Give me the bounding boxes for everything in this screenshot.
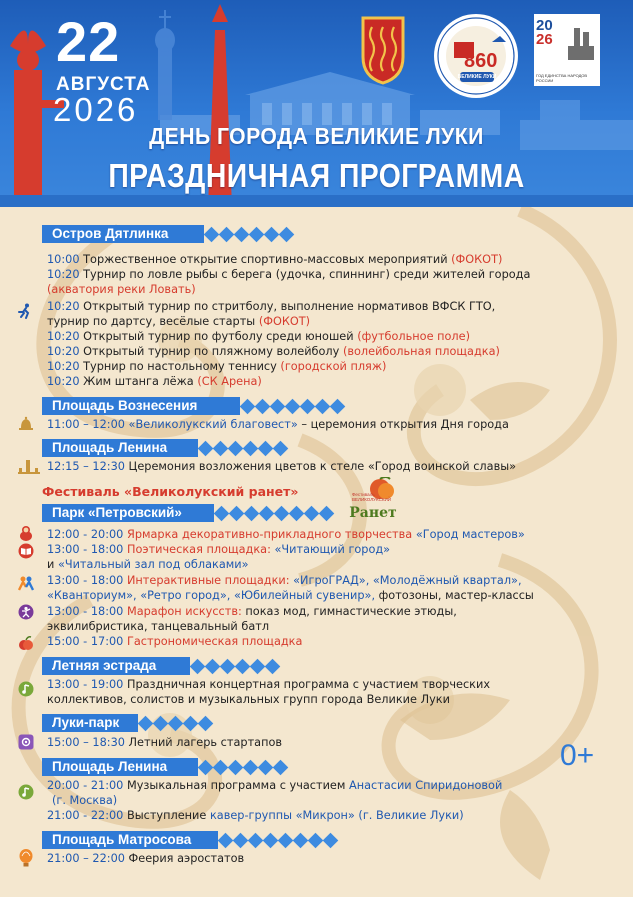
section-diamonds [220, 835, 340, 846]
date-day: 22 [56, 10, 121, 73]
runner-icon [17, 303, 33, 319]
dancer-icon [18, 604, 34, 620]
section-diamonds [206, 229, 296, 240]
music-note-icon [18, 784, 34, 800]
schedule-line: 21:00 – 22:00 Феерия аэростатов [47, 852, 245, 865]
date-month: АВГУСТА [56, 74, 151, 95]
section-title: Площадь Вознесения [42, 397, 240, 415]
bell-icon [18, 416, 34, 432]
section-title: Площадь Матросова [42, 831, 218, 849]
schedule-line: 20:00 - 21:00 Музыкальная программа с участием Анастасии Спиридоновой [47, 779, 503, 792]
schedule-line: 15:00 – 18:30 Летний лагерь стартапов [47, 736, 283, 749]
ranet-festival-logo [340, 477, 406, 525]
logo-860-caption: ВЕЛИКИЕ ЛУКИ [457, 74, 497, 80]
schedule-line: 13:00 - 18:00 Марафон искусств: показ мод, гимнастические этюды, [47, 605, 457, 618]
schedule-line: 13:00 - 18:00 Поэтическая площадка: «Читающий город» [47, 543, 391, 556]
monument-logo-icon [564, 22, 598, 62]
logo-year-caption: ГОД ЕДИНСТВА НАРОДОВ РОССИИ [536, 73, 588, 83]
section-diamonds [192, 661, 282, 672]
title-program: ПРАЗДНИЧНАЯ ПРОГРАММА [108, 157, 525, 194]
schedule-line: 10:20 Турнир по настольному теннису (городской пляж) [47, 360, 387, 373]
schedule-line: 21:00 - 22:00 Выступление кавер-группы «Микрон» (г. Великие Луки) [47, 809, 464, 822]
section-header-estrada [42, 657, 282, 675]
schedule-line: 10:20 Открытый турнир по стритболу, выполнение нормативов ВФСК ГТО, [47, 300, 496, 313]
coat-of-arms-logo [360, 15, 406, 85]
section-header-lenina-evening [42, 758, 290, 776]
schedule-line: 12:00 - 20:00 Ярмарка декоративно-прикладного творчества «Город мастеров» [47, 528, 525, 541]
schedule-line: 15:00 - 17:00 Гастрономическая площадка [47, 635, 303, 648]
year-of-unity-logo [534, 14, 600, 86]
logo-year-number [536, 19, 562, 47]
section-header-voznesenia [42, 397, 347, 415]
schedule-line: «Кванториум», «Ретро город», «Юбилейный сувенир», фотозоны, мастер-классы [47, 589, 534, 602]
header-banner [0, 0, 633, 207]
section-header-lenina [42, 439, 290, 457]
logo-year-bottom: 26 [536, 31, 553, 48]
schedule-line: 10:00 Торжественное открытие спортивно-массовых мероприятий (ФОКОТ) [47, 253, 503, 266]
matryoshka-icon [18, 525, 34, 541]
schedule-line: 10:20 Открытый турнир по пляжному волейболу (волейбольная площадка) [47, 345, 500, 358]
schedule-line: 10:20 Жим штанга лёжа (СК Арена) [47, 375, 262, 388]
section-diamonds [216, 508, 336, 519]
schedule-line: коллективов, солистов и музыкальных групп города Великие Луки [47, 693, 450, 706]
schedule-line: 13:00 - 18:00 Интерактивные площадки: «ИгроГРАД», «Молодёжный квартал», [47, 574, 522, 587]
ranet-logo-caption: Фестиваль ВЕЛИКОЛУКСКИЙ [352, 492, 391, 502]
ranet-logo-word: Ранет [349, 505, 397, 521]
apple-icon [18, 635, 34, 651]
schedule-line: 10:20 Турнир по ловле рыбы с берега (удочка, спиннинг) среди жителей города [47, 268, 531, 281]
section-title: Остров Дятлинка [42, 225, 204, 243]
book-icon [18, 543, 34, 559]
people-icon [18, 575, 34, 591]
section-diamonds [200, 762, 290, 773]
section-diamonds [242, 401, 347, 412]
section-title: Летняя эстрада [42, 657, 190, 675]
startup-icon [18, 734, 34, 750]
section-title: Площадь Ленина [42, 439, 198, 457]
schedule-line: турнир по дартсу, весёлые старты (ФОКОТ) [47, 315, 311, 328]
schedule-line: (акватория реки Ловать) [47, 283, 196, 296]
schedule-line: (г. Москва) [52, 794, 118, 807]
date-year: 2026 [53, 91, 139, 128]
section-diamonds [140, 718, 215, 729]
music-icon [18, 681, 34, 697]
schedule-line: 12:15 – 12:30 Церемония возложения цветов к стеле «Город воинской славы» [47, 460, 517, 473]
section-diamonds [200, 443, 290, 454]
program-content [0, 207, 633, 897]
schedule-line: 10:20 Открытый турнир по футболу среди юношей (футбольное поле) [47, 330, 471, 343]
anniversary-860-logo [432, 12, 520, 100]
section-header-petrovsky [42, 504, 336, 522]
section-title: Площадь Ленина [42, 758, 198, 776]
schedule-line: 11:00 – 12:00 «Великолукский благовест» – церемония открытия Дня города [47, 418, 509, 431]
section-header-lukipark [42, 714, 215, 732]
section-title: Парк «Петровский» [42, 504, 214, 522]
schedule-line: эквилибристика, танцевальный батл [47, 620, 270, 633]
logo-860-number: 860 [464, 50, 498, 72]
schedule-line: и «Читальный зал под облаками» [47, 558, 249, 571]
title-city-day: ДЕНЬ ГОРОДА ВЕЛИКИЕ ЛУКИ [149, 123, 484, 149]
section-title: Луки-парк [42, 714, 138, 732]
balloon-icon [18, 849, 34, 867]
monument-icon [16, 459, 42, 475]
logo-year-top: 20 [536, 17, 553, 34]
section-header-ostrov [42, 225, 296, 243]
age-rating: 0+ [560, 739, 595, 772]
section-header-matrosova [42, 831, 340, 849]
festival-title: Фестиваль «Великолукский ранет» [42, 484, 299, 499]
schedule-line: 13:00 - 19:00 Праздничная концертная программа с участием творческих [47, 678, 491, 691]
